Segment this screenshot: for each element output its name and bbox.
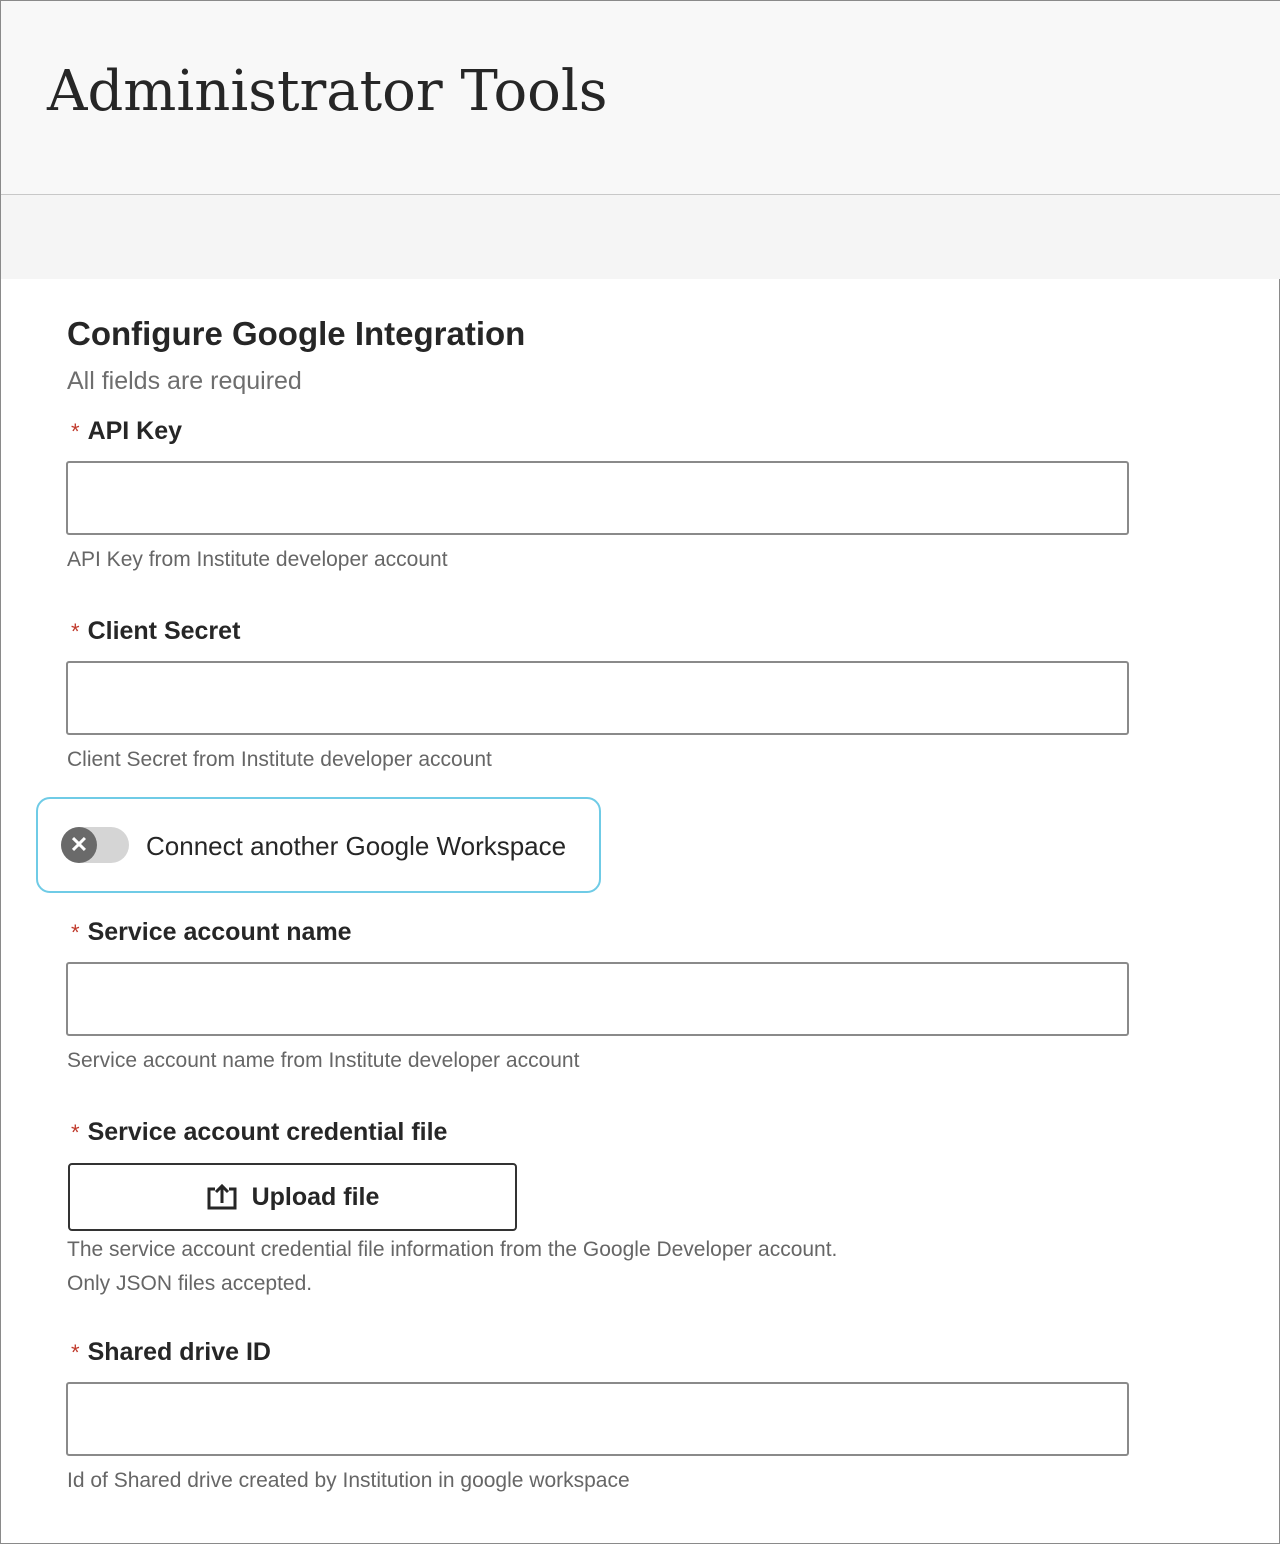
upload-icon xyxy=(206,1183,238,1211)
header-band xyxy=(1,195,1280,279)
label-text: API Key xyxy=(87,417,183,445)
required-marker: * xyxy=(71,619,80,644)
page-header xyxy=(1,1,1280,195)
api-key-input[interactable] xyxy=(66,461,1129,535)
close-icon: ✕ xyxy=(61,827,97,863)
api-key-label xyxy=(71,417,182,446)
client-secret-input[interactable] xyxy=(66,661,1129,735)
shared-drive-id-input[interactable] xyxy=(66,1382,1129,1456)
label-text: Service account credential file xyxy=(87,1118,448,1146)
client-secret-help: Client Secret from Institute developer account xyxy=(67,748,492,771)
client-secret-label xyxy=(71,617,240,646)
toggle-switch[interactable] xyxy=(61,827,129,863)
label-text: Client Secret xyxy=(87,617,241,645)
toggle-label: Connect another Google Workspace xyxy=(146,831,567,861)
shared-drive-id-help: Id of Shared drive created by Institution in google workspace xyxy=(67,1469,630,1492)
service-account-name-input[interactable] xyxy=(66,962,1129,1036)
service-account-name-label xyxy=(71,918,352,947)
form-title: Configure Google Integration xyxy=(67,315,526,352)
credential-file-help: The service account credential file information from the Google Developer account. xyxy=(67,1238,838,1261)
api-key-help: API Key from Institute developer account xyxy=(67,548,448,571)
connect-workspace-toggle[interactable] xyxy=(36,797,601,893)
required-marker: * xyxy=(71,1340,80,1365)
upload-file-button[interactable] xyxy=(68,1163,517,1231)
upload-label: Upload file xyxy=(251,1182,380,1211)
required-marker: * xyxy=(71,920,80,945)
shared-drive-id-label xyxy=(71,1338,271,1367)
credential-file-label xyxy=(71,1118,447,1147)
label-text: Shared drive ID xyxy=(87,1338,271,1366)
page-title: Administrator Tools xyxy=(47,59,608,124)
required-marker: * xyxy=(71,1120,80,1145)
credential-file-note: Only JSON files accepted. xyxy=(67,1272,313,1295)
label-text: Service account name xyxy=(87,918,352,946)
service-account-name-help: Service account name from Institute developer account xyxy=(67,1049,580,1072)
required-marker: * xyxy=(71,419,80,444)
form-subtitle: All fields are required xyxy=(67,367,302,395)
